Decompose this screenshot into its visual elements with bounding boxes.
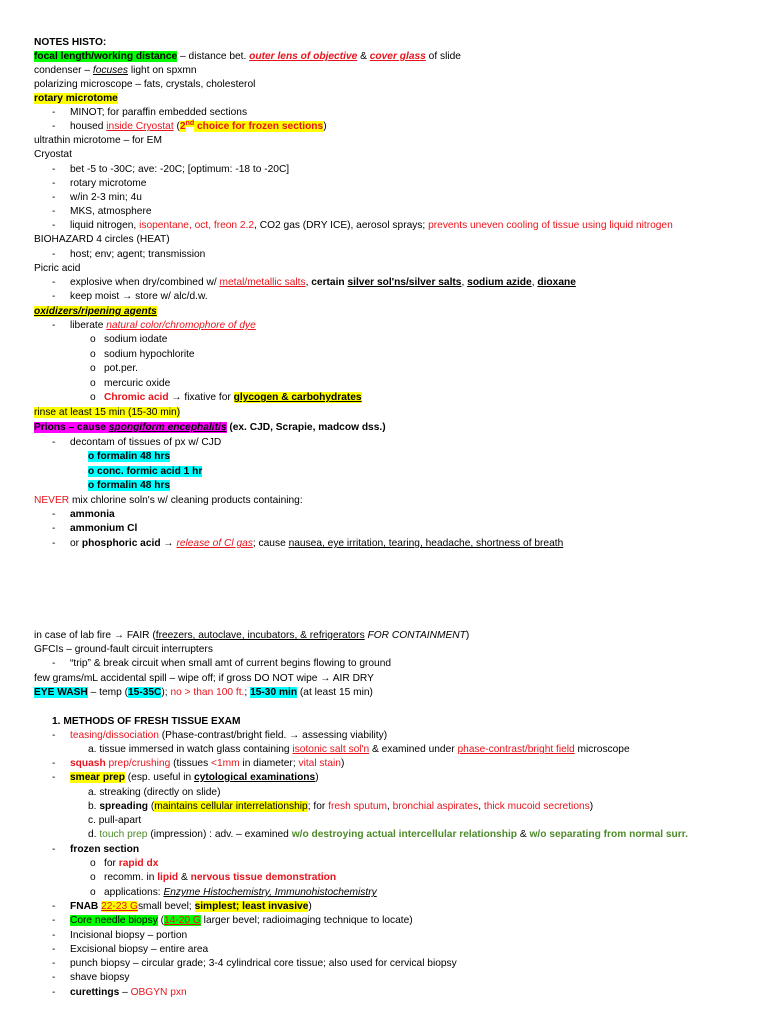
note-text: for [104, 858, 119, 869]
note-line [70, 205, 152, 218]
note-text: , CO2 gas (DRY ICE), aerosol sprays; [254, 220, 429, 231]
note-text: larger bevel; radioimaging technique to locate) [200, 915, 413, 926]
note-line [34, 78, 255, 91]
note-text: ) [465, 630, 470, 641]
note-text: inside Cryostat [106, 121, 174, 132]
note-text: (tissues [170, 758, 211, 769]
note-text: phase-contrast/bright field [457, 744, 575, 755]
note-line [104, 871, 336, 884]
note-text: ultrathin microtome – for EM [34, 135, 162, 146]
note-text: Incisional biopsy – portion [70, 930, 188, 941]
note-text: teasing/dissociation [70, 730, 159, 741]
note-line [70, 929, 187, 942]
note-line [34, 643, 213, 656]
note-text: , [387, 801, 393, 812]
note-text: ; [244, 687, 251, 698]
note-line [70, 177, 146, 190]
note-text: glycogen & carbohydrates [233, 392, 362, 403]
note-text: w/o separating from normal surr. [529, 829, 688, 840]
note-line [70, 943, 208, 956]
note-line [70, 914, 413, 927]
note-line [34, 494, 303, 507]
note-text: sodium azide [467, 277, 532, 288]
note-text: rotary microtome [70, 178, 147, 189]
note-text: ammonium Cl [70, 523, 138, 534]
note-text: c. pull-apart [88, 815, 142, 826]
note-text: (ex. CJD, Scrapie, madcow dss.) [226, 422, 386, 433]
note-text: bet -5 to -30C; ave: -20C; [optimum: -18 to -20C] [70, 164, 290, 175]
note-line [70, 537, 563, 550]
bullet-dash: - [52, 844, 56, 855]
bullet-circle: o [90, 334, 96, 345]
note-text: o conc. formic acid 1 hr [88, 466, 203, 477]
note-text: host; env; agent; transmission [70, 249, 206, 260]
note-text: (impression) : adv. – examined [147, 829, 292, 840]
note-text: punch biopsy – circular grade; 3-4 cylindrical core tissue; also used for cervical biopsy [70, 958, 457, 969]
note-text: cytological examinations [194, 772, 316, 783]
note-text: or [70, 538, 82, 549]
note-text: explosive when dry/combined w/ [70, 277, 220, 288]
bullet-dash: - [52, 772, 56, 783]
note-text: 15-35C [127, 687, 162, 698]
note-text: spongiform encephalitis [108, 422, 227, 433]
note-text: sodium iodate [104, 334, 168, 345]
note-line [34, 629, 469, 642]
note-text: Picric acid [34, 263, 81, 274]
note-text: → fixative for [168, 392, 234, 403]
note-text: GFCIs – ground-fault circuit interrupters [34, 644, 213, 655]
note-text: focal length/working distance [34, 51, 178, 62]
note-line [70, 436, 221, 449]
note-line [70, 757, 344, 770]
note-line [34, 672, 374, 685]
note-text: ) [340, 758, 345, 769]
note-line [70, 729, 387, 742]
bullet-dash: - [52, 658, 56, 669]
note-text: , [305, 277, 312, 288]
bullet-dash: - [52, 437, 56, 448]
note-text: – distance bet. [177, 51, 250, 62]
note-line [70, 219, 673, 232]
note-text: b. [88, 801, 100, 812]
note-text: d. [88, 829, 100, 840]
note-text: rotary microtome [34, 93, 118, 104]
bullet-dash: - [52, 758, 56, 769]
note-text: liquid nitrogen, [70, 220, 140, 231]
note-text: recomm. in [104, 872, 158, 883]
note-line [70, 163, 289, 176]
bullet-dash: - [52, 320, 56, 331]
note-text: Excisional biopsy – entire area [70, 944, 209, 955]
note-text: w/in 2-3 min; 4u [70, 192, 142, 203]
note-text: ammonia [70, 509, 115, 520]
note-line [34, 92, 118, 105]
note-text: release of Cl gas [176, 538, 253, 549]
note-text: isopentane, oct, freon 2.2 [139, 220, 255, 231]
note-text: (esp. useful in [124, 772, 195, 783]
note-line [34, 148, 72, 161]
note-text: o formalin 48 hrs [88, 451, 171, 462]
note-text: Core needle biopsy [70, 915, 158, 926]
note-line [34, 64, 197, 77]
note-line [88, 479, 170, 492]
note-line [70, 276, 576, 289]
note-text: lipid [157, 872, 179, 883]
note-text: focuses [92, 65, 129, 76]
note-text: <1mm [211, 758, 240, 769]
note-text: phosphoric acid → [81, 538, 174, 549]
note-text: (at least 15 min) [297, 687, 373, 698]
note-line [52, 715, 241, 728]
bullet-circle: o [90, 349, 96, 360]
note-text: outer lens of objective [249, 51, 358, 62]
note-text: of slide [425, 51, 461, 62]
note-line [34, 262, 80, 275]
note-text: 14-20 G [164, 915, 201, 926]
note-text: ( [148, 801, 155, 812]
note-text: “trip” & break circuit when small amt of current begins flowing to ground [70, 658, 392, 669]
note-text: 2 [179, 121, 186, 132]
note-text: microscope [574, 744, 630, 755]
note-line [104, 377, 170, 390]
note-text: , [461, 277, 468, 288]
note-text: bronchial aspirates [392, 801, 479, 812]
note-line [34, 233, 170, 246]
note-line [104, 362, 138, 375]
note-line [70, 971, 129, 984]
bullet-dash: - [52, 987, 56, 998]
bullet-dash: - [52, 930, 56, 941]
note-text: nervous tissue demonstration [190, 872, 337, 883]
note-text: Enzyme Histochemistry, Immunohistochemistry [163, 887, 377, 898]
note-line [70, 771, 319, 784]
note-text: a. streaking (directly on slide) [88, 787, 221, 798]
note-line [70, 900, 312, 913]
bullet-dash: - [52, 944, 56, 955]
note-line [70, 657, 391, 670]
note-text: MINOT; for paraffin embedded sections [70, 107, 248, 118]
bullet-circle: o [90, 872, 96, 883]
note-line [70, 957, 457, 970]
note-text: & [178, 872, 191, 883]
note-text: small bevel; [137, 901, 195, 912]
note-line [88, 450, 170, 463]
note-text: simplest; least invasive [194, 901, 309, 912]
note-line [104, 333, 167, 346]
bullet-dash: - [52, 178, 56, 189]
note-text: o formalin 48 hrs [88, 480, 171, 491]
bullet-circle: o [90, 378, 96, 389]
note-line [34, 406, 180, 419]
note-line [104, 391, 362, 404]
note-text: condenser – [34, 65, 93, 76]
note-text: fresh sputum [328, 801, 387, 812]
note-text: nd [185, 119, 195, 127]
note-line [88, 786, 221, 799]
note-text: FOR CONTAINMENT [367, 630, 466, 641]
note-text: light on spxmn [128, 65, 197, 76]
note-text: 15-30 min [250, 687, 298, 698]
note-text: isotonic salt sol'n [292, 744, 370, 755]
note-line [34, 305, 157, 318]
note-text: ( [157, 915, 165, 926]
note-text: certain [311, 277, 348, 288]
bullet-circle: o [90, 392, 96, 403]
bullet-circle: o [90, 887, 96, 898]
bullet-dash: - [52, 538, 56, 549]
bullet-dash: - [52, 972, 56, 983]
note-text: maintains cellular interrelationship [154, 801, 308, 812]
note-line [70, 290, 208, 303]
note-text: ) [315, 772, 319, 783]
note-line [104, 886, 377, 899]
note-line [104, 857, 158, 870]
note-text: thick mucoid secretions [483, 801, 590, 812]
note-text: Chromic acid [104, 392, 169, 403]
note-text: metal/metallic salts [219, 277, 306, 288]
note-text: BIOHAZARD 4 circles (HEAT) [34, 234, 170, 245]
note-text: & [357, 51, 370, 62]
note-text: freezers, autoclave, incubators, & refrigerators [155, 630, 365, 641]
note-text: EYE WASH [34, 687, 88, 698]
bullet-dash: - [52, 915, 56, 926]
note-text: mercuric oxide [104, 378, 171, 389]
note-text: – [119, 987, 131, 998]
note-text: few grams/mL accidental spill – wipe off; if gross DO NOT wipe → AIR DRY [34, 673, 374, 684]
note-text: ; cause [252, 538, 289, 549]
note-text: ( [173, 121, 180, 132]
note-text: polarizing microscope – fats, crystals, cholesterol [34, 79, 256, 90]
note-text: ; for [307, 801, 329, 812]
note-text: ) [323, 121, 327, 132]
bullet-dash: - [52, 509, 56, 520]
note-text: cover glass [369, 51, 426, 62]
note-text: prep/crushing [105, 758, 171, 769]
note-text: liberate [70, 320, 107, 331]
note-text: housed [70, 121, 107, 132]
note-line [34, 36, 106, 49]
note-text: (Phase-contrast/bright field. → assessing viability) [158, 730, 388, 741]
note-text: sodium hypochlorite [104, 349, 195, 360]
bullet-dash: - [52, 291, 56, 302]
note-line [88, 465, 202, 478]
note-text: rapid dx [118, 858, 159, 869]
bullet-dash: - [52, 277, 56, 288]
note-text: silver sol'ns/silver salts [347, 277, 462, 288]
bullet-dash: - [52, 206, 56, 217]
note-text: Prions – cause [34, 422, 109, 433]
note-line [70, 120, 327, 133]
note-text: NOTES HISTO: [34, 37, 107, 48]
note-line [70, 106, 247, 119]
note-text: OBGYN pxn [130, 987, 187, 998]
note-text: 1. METHODS OF FRESH TISSUE EXAM [52, 716, 241, 727]
note-text: no > than 100 ft. [170, 687, 245, 698]
note-text: keep moist → store w/ alc/d.w. [70, 291, 208, 302]
bullet-circle: o [90, 363, 96, 374]
note-line [34, 421, 386, 434]
note-line [70, 986, 187, 999]
note-text: touch prep [99, 829, 148, 840]
note-text: squash [70, 758, 106, 769]
note-line [104, 348, 195, 361]
note-text: ) [308, 901, 312, 912]
bullet-dash: - [52, 220, 56, 231]
note-text: oxidizers/ripening agents [34, 306, 157, 317]
note-text: FNAB [70, 901, 102, 912]
note-text: ); [161, 687, 171, 698]
bullet-dash: - [52, 121, 56, 132]
note-text: , [478, 801, 484, 812]
note-line [34, 134, 162, 147]
note-text: choice for frozen sections [194, 121, 324, 132]
note-text: vital stain [298, 758, 341, 769]
note-line [34, 686, 373, 699]
note-text: dioxane [537, 277, 576, 288]
note-text: curettings [70, 987, 120, 998]
note-line [70, 319, 256, 332]
note-text: in diameter; [239, 758, 299, 769]
note-line [88, 743, 630, 756]
note-line [88, 828, 688, 841]
note-line [70, 191, 142, 204]
note-text: nausea, eye irritation, tearing, headache, shortness of breath [288, 538, 564, 549]
note-text: mix chlorine soln's w/ cleaning products containing: [69, 495, 303, 506]
note-text: – temp ( [87, 687, 128, 698]
note-text: frozen section [70, 844, 140, 855]
note-line [88, 814, 141, 827]
note-text: 22-23 G [101, 901, 138, 912]
note-text: pot.per. [104, 363, 138, 374]
note-text: prevents uneven cooling of tissue using liquid nitrogen [428, 220, 673, 231]
bullet-dash: - [52, 523, 56, 534]
bullet-dash: - [52, 164, 56, 175]
bullet-dash: - [52, 730, 56, 741]
note-line [70, 508, 115, 521]
note-line [34, 50, 461, 63]
bullet-dash: - [52, 958, 56, 969]
note-text: a. tissue immersed in watch glass containing [88, 744, 293, 755]
note-text: Cryostat [34, 149, 72, 160]
bullet-dash: - [52, 107, 56, 118]
note-text: applications: [104, 887, 164, 898]
note-text: w/o destroying actual intercellular relationship [291, 829, 517, 840]
note-line [88, 800, 593, 813]
note-text: MKS, atmosphere [70, 206, 152, 217]
bullet-dash: - [52, 901, 56, 912]
note-text: in case of lab fire → FAIR ( [34, 630, 156, 641]
note-text: , [531, 277, 538, 288]
note-text: spreading [99, 801, 149, 812]
bullet-dash: - [52, 192, 56, 203]
bullet-circle: o [90, 858, 96, 869]
note-line [70, 843, 139, 856]
note-text: ) [589, 801, 594, 812]
note-text: natural color/chromophore of dye [106, 320, 256, 331]
note-text: NEVER [34, 495, 70, 506]
note-text: decontam of tissues of px w/ CJD [70, 437, 222, 448]
bullet-dash: - [52, 249, 56, 260]
note-text: shave biopsy [70, 972, 130, 983]
note-text: smear prep [70, 772, 125, 783]
note-line [70, 248, 205, 261]
note-text: & [517, 829, 530, 840]
note-text: rinse at least 15 min (15-30 min) [34, 407, 181, 418]
note-line [70, 522, 137, 535]
note-text: & examined under [369, 744, 458, 755]
